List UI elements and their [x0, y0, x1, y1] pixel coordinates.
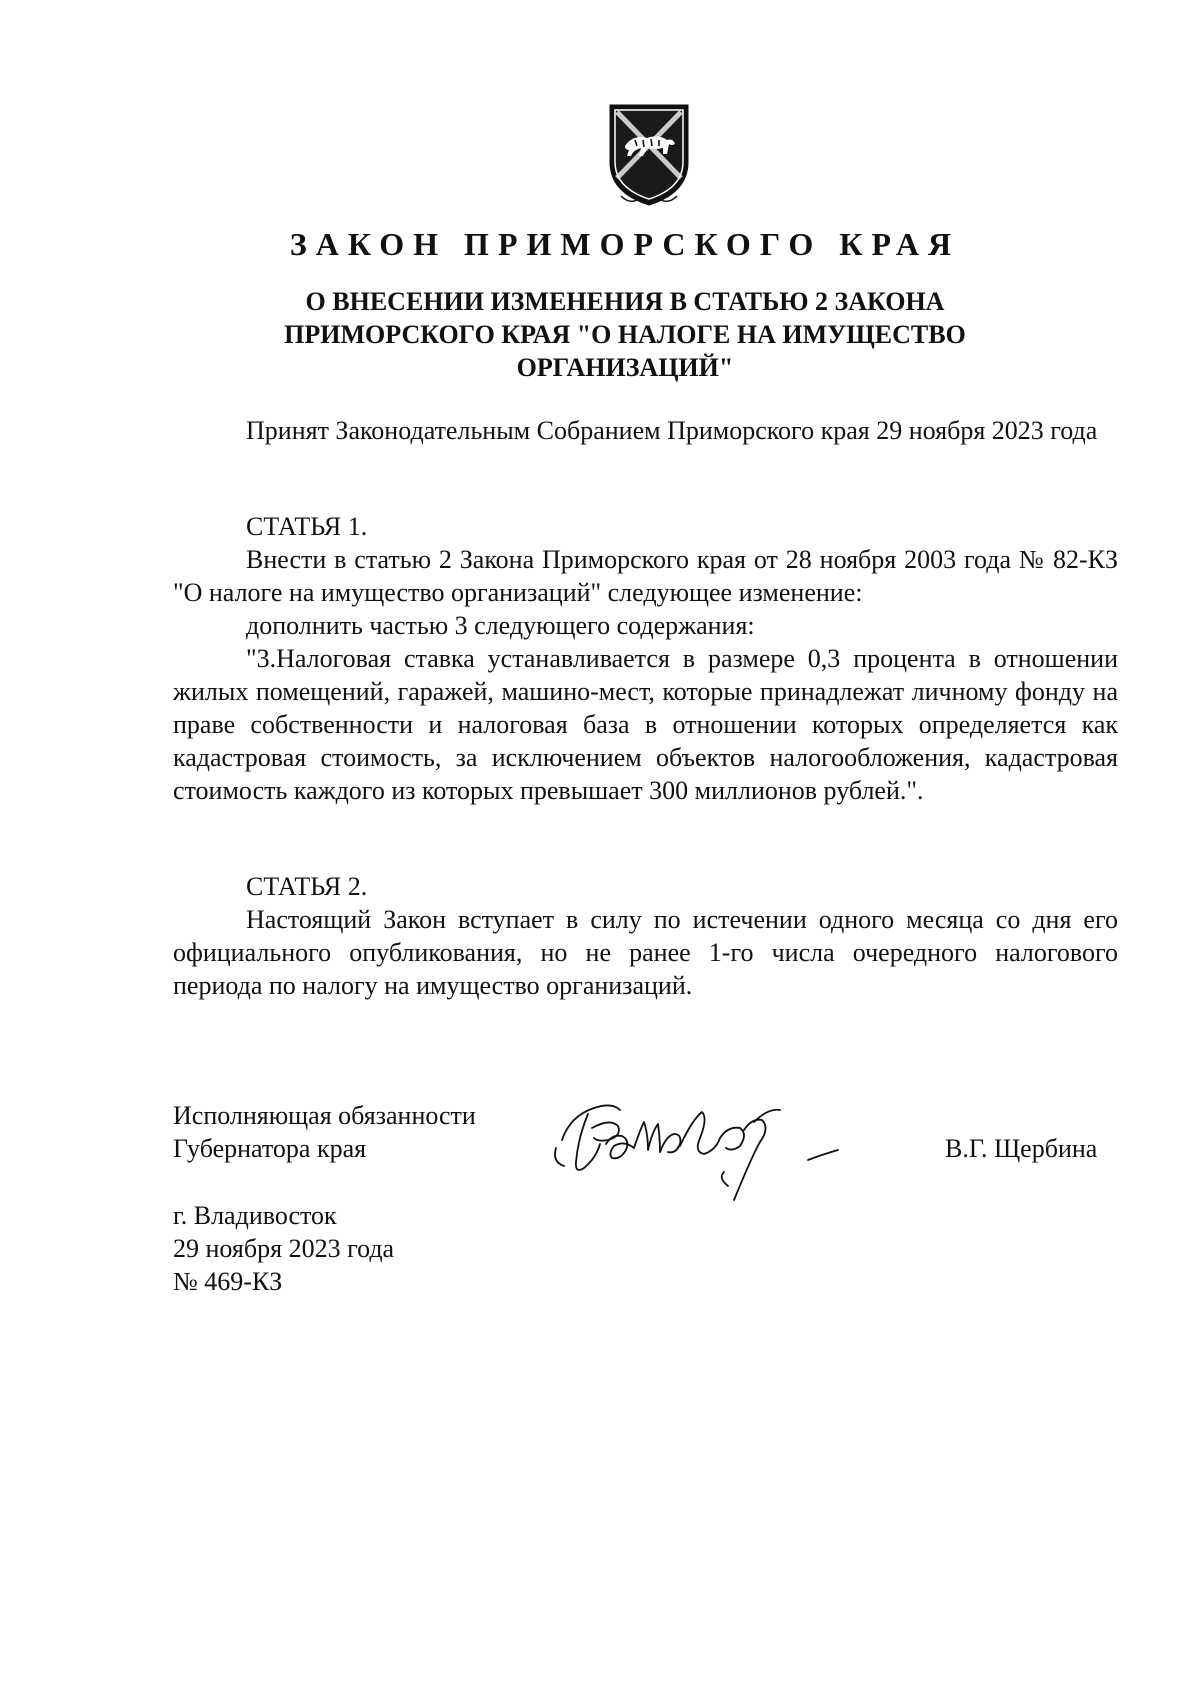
- signatory-position-line: Губернатора края: [173, 1134, 367, 1163]
- article-1-heading: СТАТЬЯ 1.: [246, 512, 368, 541]
- article-1-amendment-text: "3.Налоговая ставка устанавливается в размере 0,3 процента в отношении жилых помещений, гаражей, машино-мест, которые принадлежат личному фонду на праве собственности и налоговая база в отношении которых определяется как кадастровая стоимость, за исключением объектов налогообложения, кадастровая стоимость каждого из которых превышает 300 миллионов рублей.".: [173, 644, 1118, 805]
- coat-of-arms-icon: [607, 100, 691, 210]
- article-2-paragraph: Настоящий Закон вступает в силу по истечении одного месяца со дня его официального опубликования, но не ранее 1-го числа очередного налогового периода по налогу на имущество организаций.: [173, 905, 1118, 1000]
- law-title: ЗАКОН ПРИМОРСКОГО КРАЯ: [289, 226, 961, 262]
- handwritten-signature-icon: [548, 1088, 888, 1208]
- article-1-body: [173, 543, 1118, 807]
- city: г. Владивосток: [173, 1201, 337, 1230]
- article-1-paragraph: дополнить частью 3 следующего содержания:: [246, 611, 755, 640]
- law-number: № 469-КЗ: [173, 1267, 283, 1296]
- signing-date: 29 ноября 2023 года: [173, 1234, 395, 1263]
- signatory-name: В.Г. Щербина: [945, 1134, 1098, 1163]
- law-subtitle: О ВНЕСЕНИИ ИЗМЕНЕНИЯ В СТАТЬЮ 2 ЗАКОНА ПРИМОРСКОГО КРАЯ "О НАЛОГЕ НА ИМУЩЕСТВО ОРГАНИЗАЦИЙ": [284, 287, 966, 382]
- signatory-position-line: Исполняющая обязанности: [173, 1101, 476, 1130]
- adoption-statement: Принят Законодательным Собранием Приморского края 29 ноября 2023 года: [246, 416, 1098, 445]
- article-1-paragraph: Внести в статью 2 Закона Приморского края от 28 ноября 2003 года № 82-КЗ "О налоге на имущество организаций" следующее изменение:: [173, 545, 1118, 607]
- article-2-heading: СТАТЬЯ 2.: [246, 872, 368, 901]
- signatory-position: [173, 1099, 533, 1165]
- place-and-date: [173, 1199, 573, 1298]
